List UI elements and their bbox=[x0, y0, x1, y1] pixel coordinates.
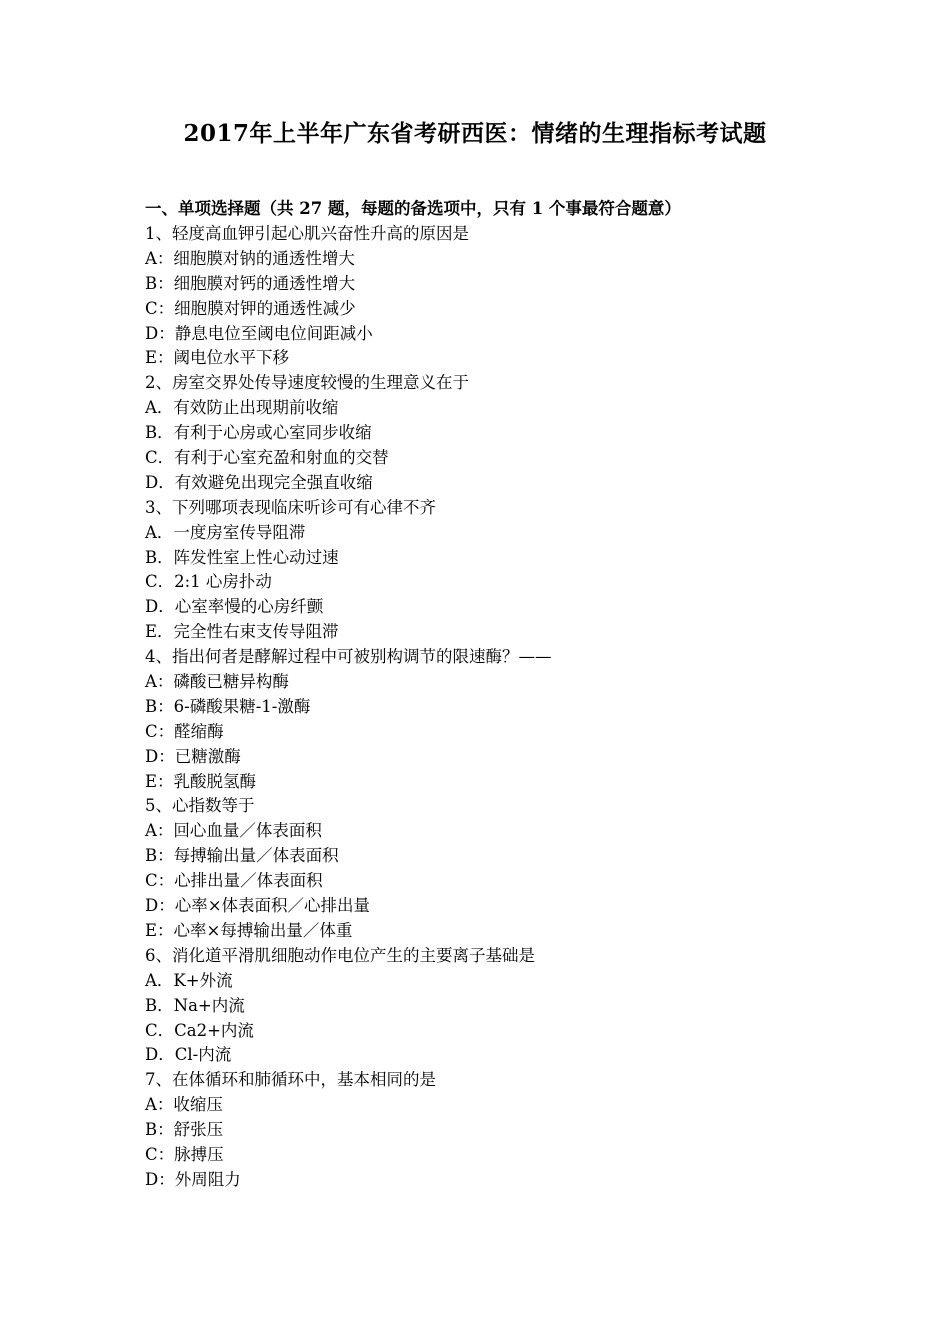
question-stem: 2、房室交界处传导速度较慢的生理意义在于 bbox=[145, 373, 469, 393]
section-heading: 一、单项选择题（共 27 题，每题的备选项中，只有 1 个事最符合题意） bbox=[145, 199, 681, 218]
answer-option: B：舒张压 bbox=[145, 1120, 224, 1140]
question-stem: 5、心指数等于 bbox=[145, 796, 255, 816]
answer-option: D：心率×体表面积／心排出量 bbox=[145, 896, 371, 916]
answer-option: D．有效避免出现完全强直收缩 bbox=[145, 472, 373, 492]
answer-option: E：阈电位水平下移 bbox=[145, 348, 290, 368]
answer-option: E：心率×每搏输出量／体重 bbox=[145, 920, 353, 940]
answer-option: B：每搏输出量／体表面积 bbox=[145, 846, 339, 866]
question-block bbox=[145, 222, 845, 371]
answer-option: C：心排出量／体表面积 bbox=[145, 871, 323, 891]
answer-option: B：6-磷酸果糖-1-激酶 bbox=[145, 696, 311, 716]
answer-option: A．K+外流 bbox=[145, 970, 233, 990]
answer-option: A．一度房室传导阻滞 bbox=[145, 522, 306, 542]
question-block bbox=[145, 794, 845, 943]
answer-option: C：醛缩酶 bbox=[145, 721, 224, 741]
question-block bbox=[145, 371, 845, 495]
answer-option: C．有利于心室充盈和射血的交替 bbox=[145, 448, 389, 468]
answer-option: D．Cl-内流 bbox=[145, 1045, 232, 1065]
question-stem: 3、下列哪项表现临床听诊可有心律不齐 bbox=[145, 497, 436, 517]
answer-option: D：静息电位至阈电位间距减小 bbox=[145, 323, 373, 343]
answer-option: A：细胞膜对钠的通透性增大 bbox=[145, 248, 355, 268]
answer-option: D．心室率慢的心房纤颤 bbox=[145, 597, 324, 617]
question-stem: 1、轻度高血钾引起心肌兴奋性升高的原因是 bbox=[145, 224, 469, 243]
answer-option: D：外周阻力 bbox=[145, 1169, 241, 1189]
answer-option: A：磷酸已糖异构酶 bbox=[145, 672, 289, 692]
question-block bbox=[145, 944, 845, 1068]
answer-option: C．2:1 心房扑动 bbox=[145, 572, 272, 592]
answer-option: E：乳酸脱氢酶 bbox=[145, 771, 257, 791]
answer-option: B．有利于心房或心室同步收缩 bbox=[145, 423, 372, 443]
answer-option: A．有效防止出现期前收缩 bbox=[145, 398, 339, 418]
answer-option: C．Ca2+内流 bbox=[145, 1020, 254, 1040]
answer-option: B．Na+内流 bbox=[145, 995, 245, 1015]
question-block bbox=[145, 1068, 845, 1192]
answer-option: C：脉搏压 bbox=[145, 1144, 224, 1164]
answer-option: A：收缩压 bbox=[145, 1095, 223, 1115]
answer-option: B．阵发性室上性心动过速 bbox=[145, 547, 339, 567]
question-block bbox=[145, 496, 845, 645]
question-stem: 4、指出何者是酵解过程中可被别构调节的限速酶？—— bbox=[145, 647, 552, 667]
document-title: 2017年上半年广东省考研西医：情绪的生理指标考试题 bbox=[183, 120, 767, 147]
answer-option: B：细胞膜对钙的通透性增大 bbox=[145, 273, 356, 293]
answer-option: A：回心血量／体表面积 bbox=[145, 821, 322, 841]
answer-option: D：已糖激酶 bbox=[145, 746, 241, 766]
answer-option: C：细胞膜对钾的通透性减少 bbox=[145, 298, 356, 318]
answer-option: E．完全性右束支传导阻滞 bbox=[145, 622, 339, 642]
question-stem: 6、消化道平滑肌细胞动作电位产生的主要离子基础是 bbox=[145, 945, 535, 965]
question-stem: 7、在体循环和肺循环中，基本相同的是 bbox=[145, 1070, 436, 1090]
question-block bbox=[145, 645, 845, 794]
question-list bbox=[145, 222, 845, 1193]
